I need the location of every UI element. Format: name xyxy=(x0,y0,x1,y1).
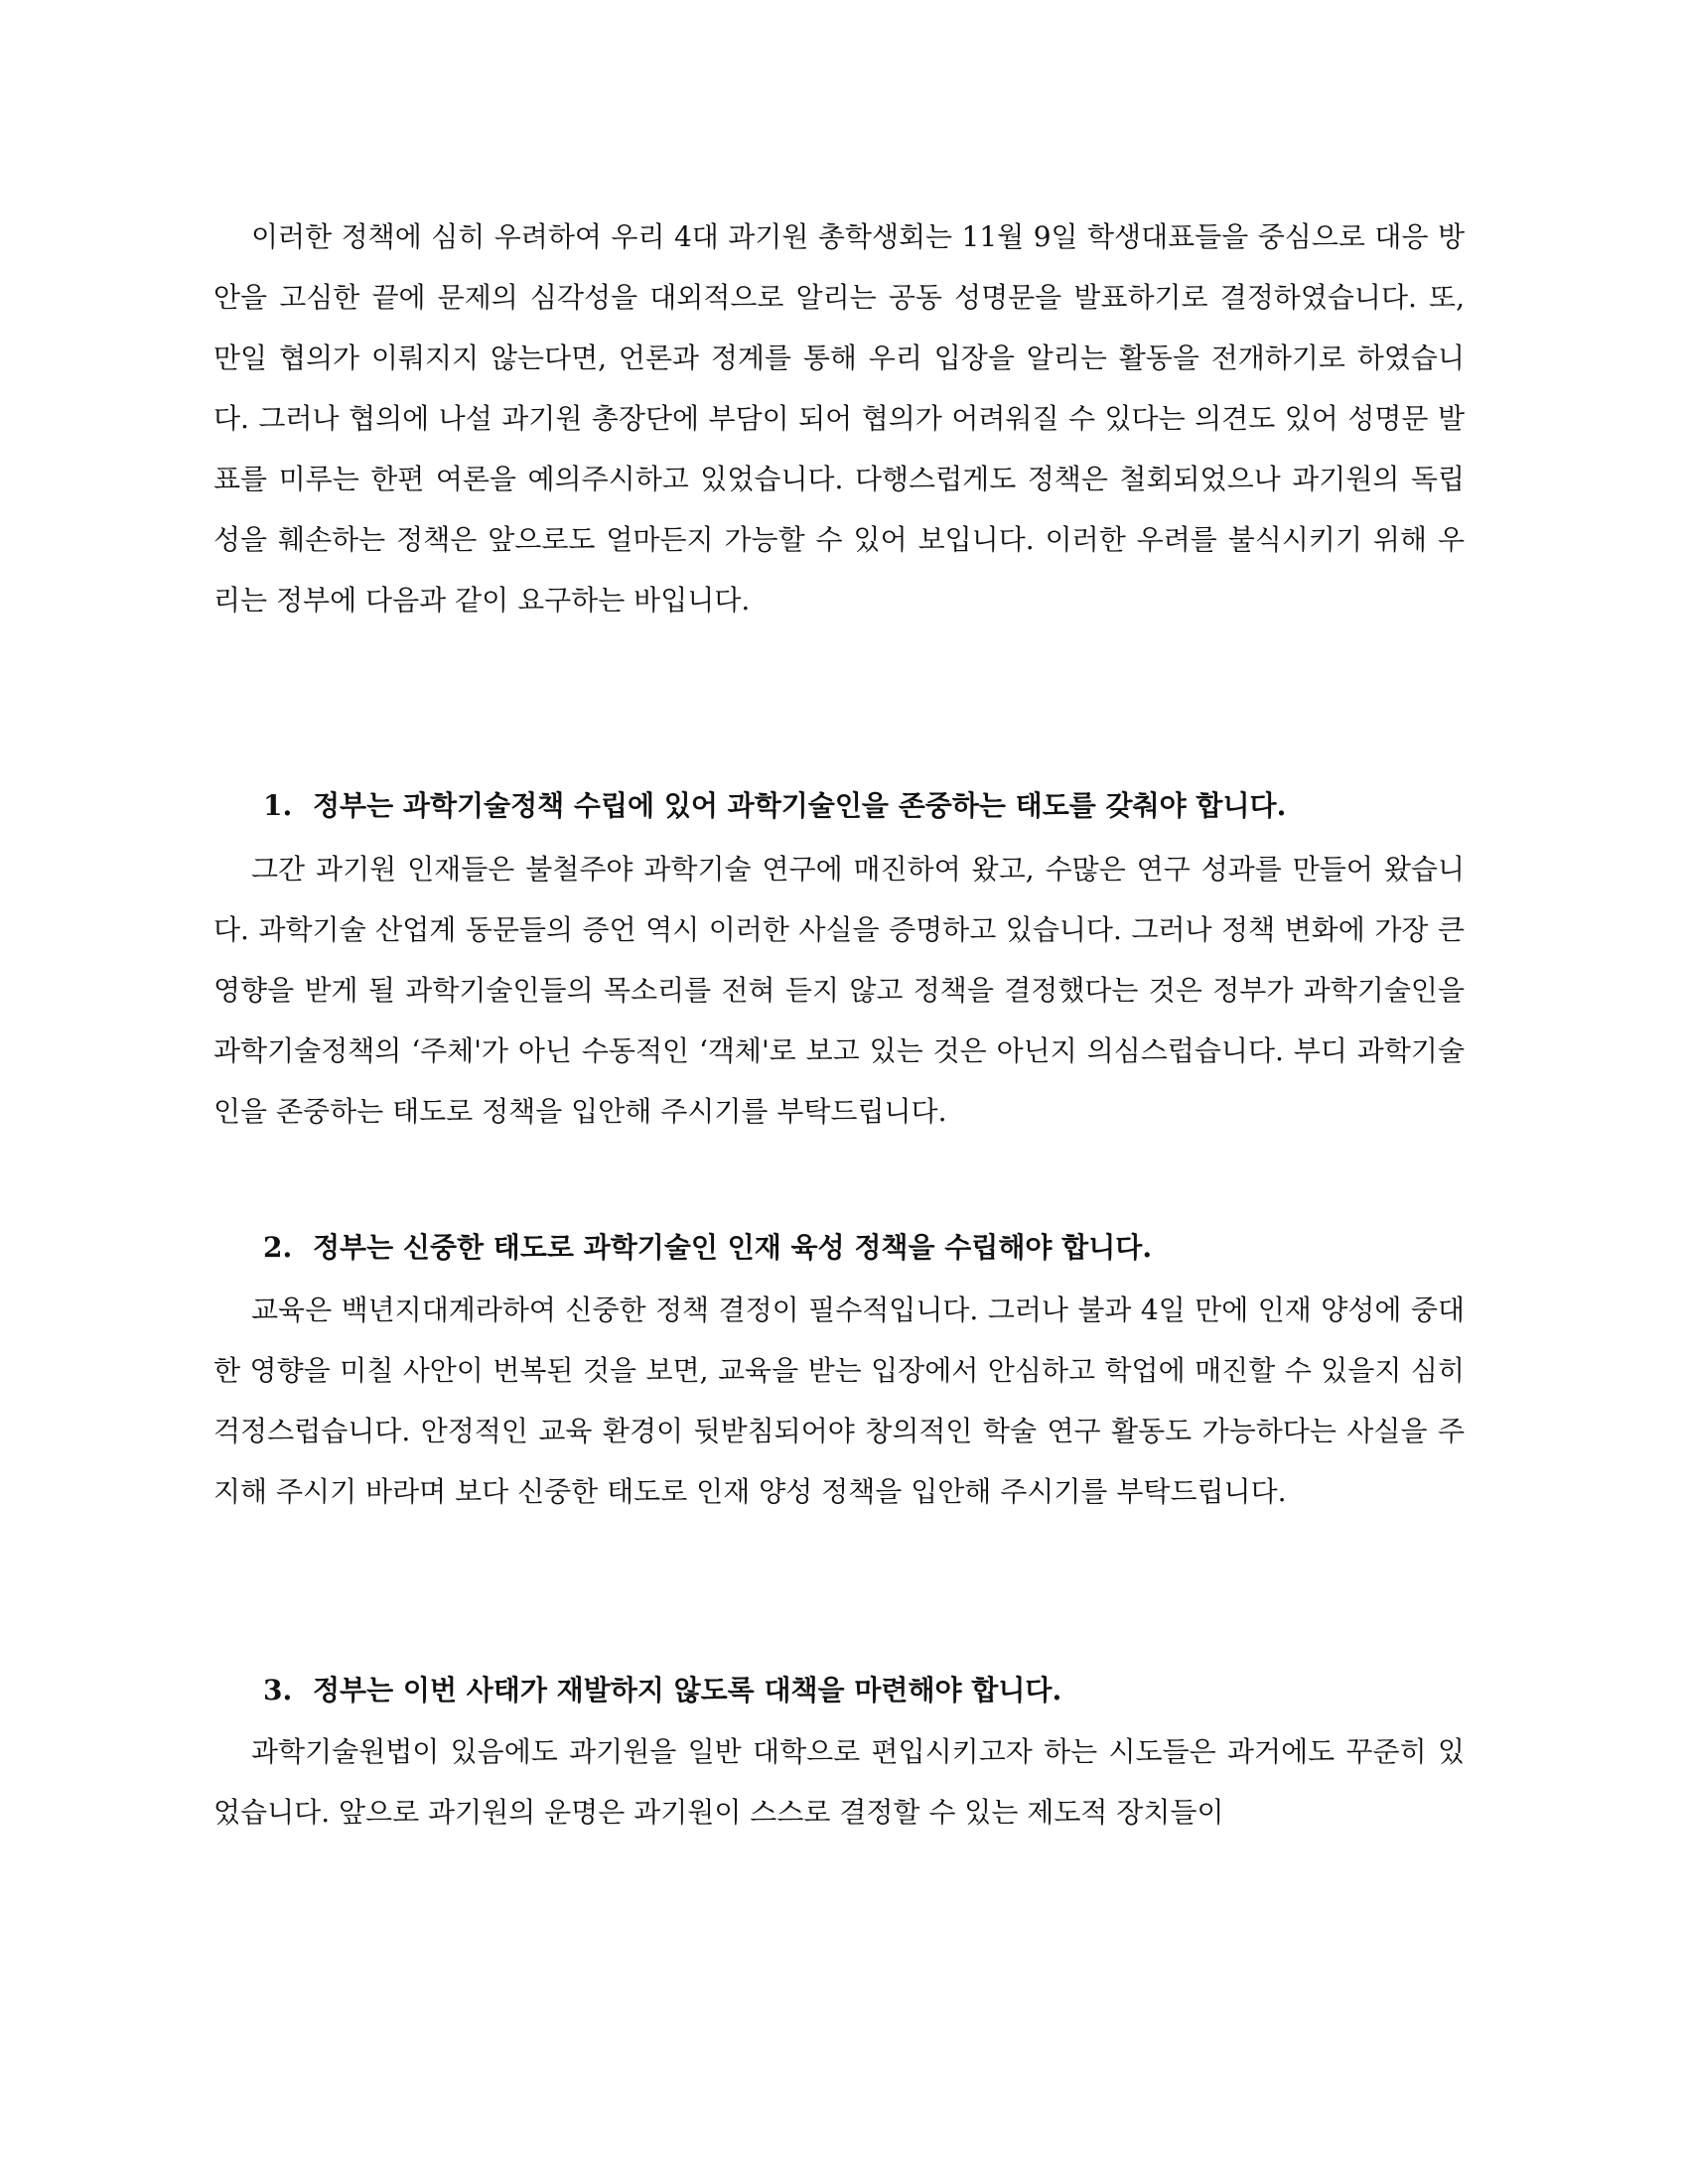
section-2-title: 정부는 신중한 태도로 과학기술인 인재 육성 정책을 수립해야 합니다. xyxy=(313,1231,1153,1264)
section-1-body: 그간 과기원 인재들은 불철주야 과학기술 연구에 매진하여 왔고, 수많은 연구 성과를 만들어 왔습니다. 과학기술 산업계 동문들의 증언 역시 이러한 사실을 증명하고 있습니다. 그러나 정책 변화에 가장 큰 영향을 받게 될 과학기술인들의 목소리를 전혀 듣지 않고 정책을 결정했다는 것은 정부가 과학기술인을 과학기술정책의 ‘주체'가 아닌 수동적인 ‘객체'로 보고 있는 것은 아닌지 의심스럽습니다. 부디 과학기술인을 존중하는 태도로 정책을 입안해 주시기를 부탁드립니다. xyxy=(213,853,1465,1128)
section-3-body: 과학기술원법이 있음에도 과기원을 일반 대학으로 편입시키고자 하는 시도들은 과거에도 꾸준히 있었습니다. 앞으로 과기원의 운명은 과기원이 스스로 결정할 수 있는 제도적 장치들이 xyxy=(213,1735,1465,1829)
section-1-heading xyxy=(263,786,1455,826)
section-1-number: 1. xyxy=(263,789,293,822)
section-3-heading xyxy=(263,1671,1455,1710)
section-3-number: 3. xyxy=(263,1674,293,1706)
intro-paragraph: 이러한 정책에 심히 우려하여 우리 4대 과기원 총학생회는 11월 9일 학생대표들을 중심으로 대응 방안을 고심한 끝에 문제의 심각성을 대외적으로 알리는 공동 성명문을 발표하기로 결정하였습니다. 또, 만일 협의가 이뤄지지 않는다면, 언론과 정계를 통해 우리 입장을 알리는 활동을 전개하기로 하였습니다. 그러나 협의에 나설 과기원 총장단에 부담이 되어 협의가 어려워질 수 있다는 의견도 있어 성명문 발표를 미루는 한편 여론을 예의주시하고 있었습니다. 다행스럽게도 정책은 철회되었으나 과기원의 독립성을 훼손하는 정책은 앞으로도 얼마든지 가능할 수 있어 보입니다. 이러한 우려를 불식시키기 위해 우리는 정부에 다음과 같이 요구하는 바입니다. xyxy=(213,220,1465,616)
section-2-body: 교육은 백년지대계라하여 신중한 정책 결정이 필수적입니다. 그러나 불과 4일 만에 인재 양성에 중대한 영향을 미칠 사안이 번복된 것을 보면, 교육을 받는 입장에서 안심하고 학업에 매진할 수 있을지 심히 걱정스럽습니다. 안정적인 교육 환경이 뒷받침되어야 창의적인 학술 연구 활동도 가능하다는 사실을 주지해 주시기 바라며 보다 신중한 태도로 인재 양성 정책을 입안해 주시기를 부탁드립니다. xyxy=(213,1294,1465,1508)
section-3-title: 정부는 이번 사태가 재발하지 않도록 대책을 마련해야 합니다. xyxy=(313,1674,1062,1706)
section-1-title: 정부는 과학기술정책 수립에 있어 과학기술인을 존중하는 태도를 갖춰야 합니다. xyxy=(313,789,1287,822)
section-2-number: 2. xyxy=(263,1231,293,1264)
section-2-heading xyxy=(263,1228,1455,1268)
